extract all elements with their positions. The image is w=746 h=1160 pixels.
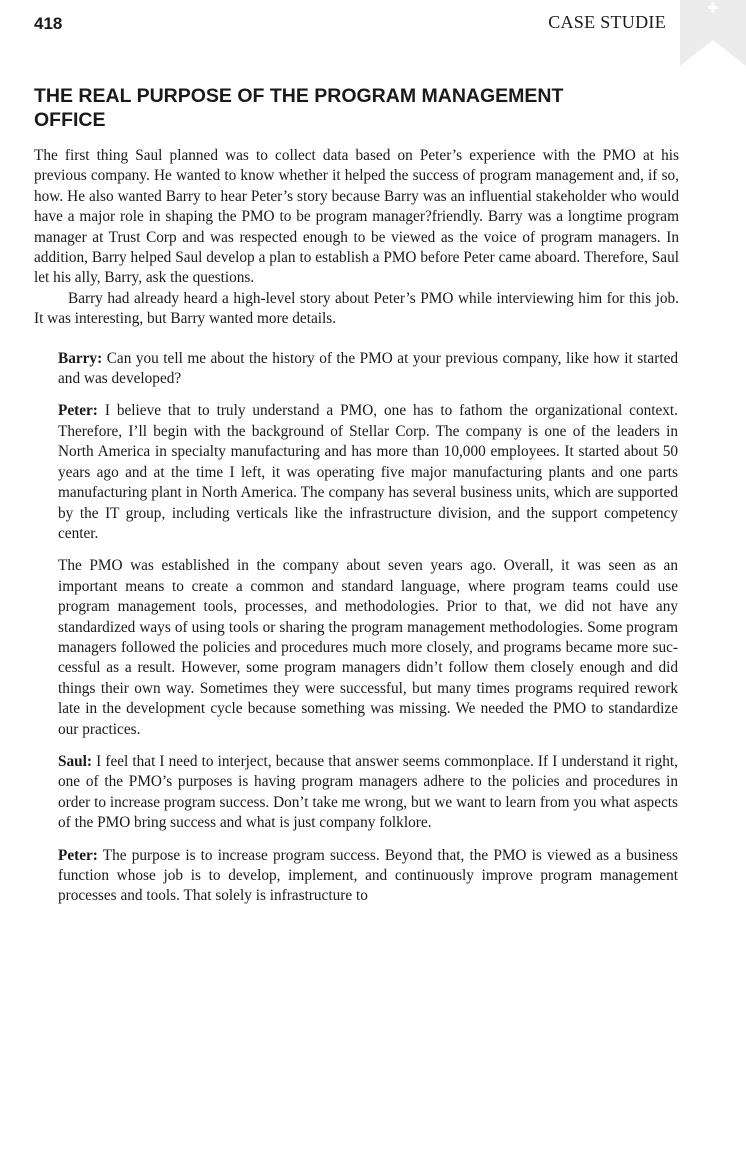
bookmark-icon[interactable] (680, 0, 746, 66)
paragraph-barry-heard: Barry had already heard a high-level story about Peter’s PMO while interviewing him for this job. It was interesting, but Barry wanted more details. (34, 289, 679, 328)
dialog-text: Can you tell me about the history of the PMO at your previous company, like how it started and was developed? (58, 349, 679, 388)
page-number: 418 (34, 14, 63, 33)
dialog-entry-peter-final (58, 846, 678, 907)
dialog-text: I feel that I need to interject, because that answer seems commonplace. If I understand it right, one of the PMO’s purposes is having program managers adhere to the policies and procedures in order to increase program success. Don’t take me wrong, but we want to learn from you what aspects of the PMO bring success and what is just company folklore. (58, 752, 679, 832)
speaker-name: Saul: (58, 752, 93, 770)
dialog-entry-barry (58, 349, 678, 390)
body-text (34, 146, 679, 907)
dialog-text: The PMO was established in the company about seven years ago. Overall, it was seen as an important means to create a common and standard language, where program teams could use program management tools, processes, and methodologies. Prior to that, we did not have any standardized ways of using tools or sharing the program management methodologies. Some program managers followed the policies and procedures much more closely, and programs became more successful as a result. However, some program managers didn’t follow them closely enough and did things their own way. Sometimes they were successful, but many times programs required rework late in the development cycle because something was missing. We needed the PMO to standardize our practices. (58, 557, 678, 738)
dialog-text: The purpose is to increase program success. Beyond that, the PMO is viewed as a business function whose job is to develop, implement, and continuously improve program management processes and tools. That solely is infrastructure to (58, 846, 678, 905)
dialog-entry-peter-continued (58, 556, 678, 740)
section-title: THE REAL PURPOSE OF THE PROGRAM MANAGEMENT OFFICE (34, 85, 564, 131)
dialog-entry-saul (58, 752, 678, 834)
dialog-entry-peter (58, 401, 678, 544)
speaker-name: Peter: (58, 402, 98, 420)
speaker-name: Barry: (58, 349, 103, 367)
paragraph-intro: The first thing Saul planned was to collect data based on Peter’s experience with the PMO at his previous company. He wanted to know whether it helped the success of program management and, if so, how. He also wanted Barry to hear Peter’s story because Barry was an influential stakeholder who would have a major role in shaping the PMO to be program manager?friendly. Barry was a longtime program manager at Trust Corp and was respected enough to be viewed as the voice of program managers. In addition, Barry helped Saul develop a plan to establish a PMO before Peter came aboard. Therefore, Saul let his ally, Barry, ask the questions. (34, 147, 679, 287)
speaker-name: Peter: (58, 846, 98, 864)
dialog-text: I believe that to truly understand a PMO, one has to fathom the organizational context. Therefore, I’ll begin with the background of Stellar Corp. The company is one of the leaders in North America in specialty manufacturing and has more than 10,000 employees. It started about 50 years ago and at the time I left, it was operating five major manufacturing plants and one parts manufacturing plant in North America. The company has several business units, which are supported by the IT group, including verticals like the infrastructure division, and the support competency center. (58, 402, 678, 542)
running-head: CASE STUDIE (548, 12, 666, 32)
dialog (58, 349, 678, 907)
